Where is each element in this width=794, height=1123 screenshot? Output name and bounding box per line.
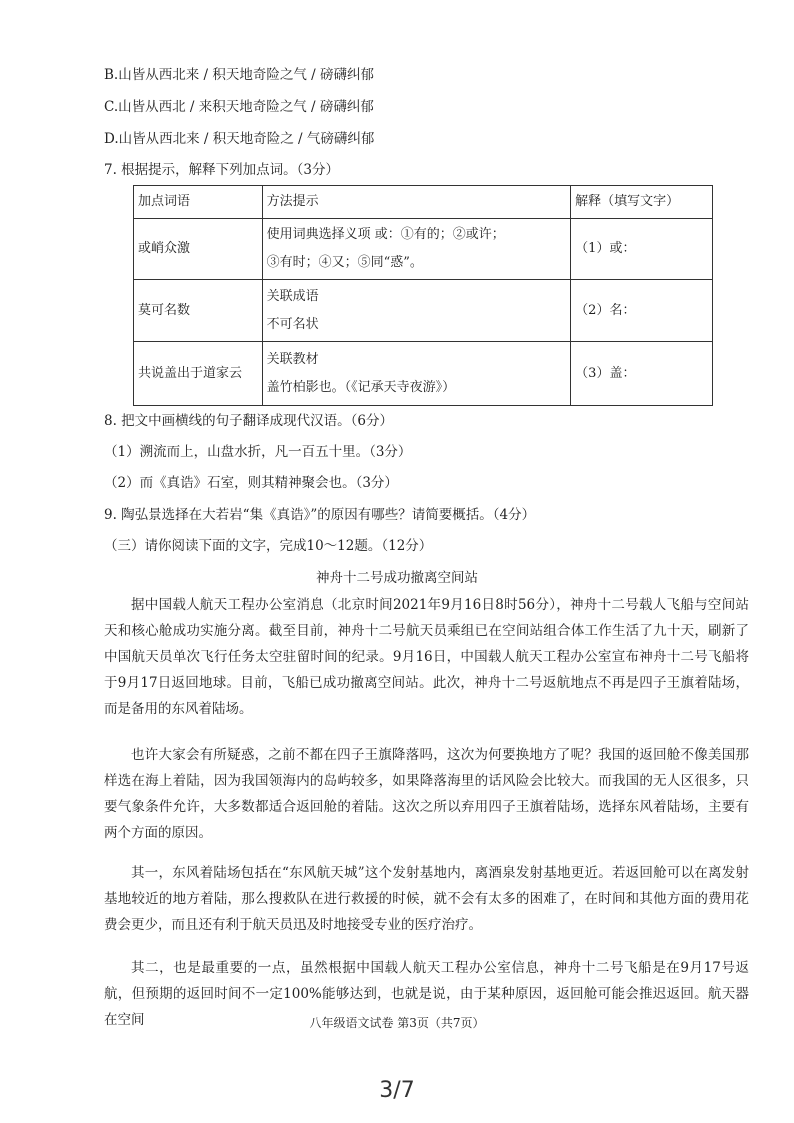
row-hint-line2: ③有时；④又；⑤同“惑”。 xyxy=(266,255,423,270)
row-hint-line1: 关联成语 xyxy=(266,288,319,304)
option-c: C.山皆从西北 / 来积天地奇险之气 / 磅礴纠郁 xyxy=(104,99,374,115)
row-answer: （1）或： xyxy=(571,219,713,280)
row-word: 共说盖出于道家云 xyxy=(134,342,263,406)
q7-table xyxy=(133,185,713,406)
header-hint: 方法提示 xyxy=(262,186,571,219)
header-answer: 解释（填写文字） xyxy=(571,186,713,219)
row-hint xyxy=(262,280,571,342)
article-title: 神舟十二号成功撤离空间站 xyxy=(316,570,478,586)
row-answer: （2）名： xyxy=(571,280,713,342)
row-hint-line1: 关联教材 xyxy=(266,351,319,367)
row-hint-line2: 不可名状 xyxy=(266,316,319,332)
q8-item1: （1）溯流而上，山盘水折，凡一百五十里。（3分） xyxy=(104,444,412,460)
article-paragraph-1: 据中国载人航天工程办公室消息（北京时间2021年9月16日8时56分），神舟十二号载人飞船与空间站天和核心舱成功实施分离。截至目前，神舟十二号航天员乘组已在空间站组合体工作生活了九十天，刷新了中国航天员单次飞行任务太空驻留时间的纪录。9月16日，中国载人航天工程办公室宣布神舟十二号飞船将于9月17日返回地球。目前，飞船已成功撤离空间站。此次，神舟十二号返航地点不再是四子王旗着陆场，而是备用的东风着陆场。 xyxy=(104,597,749,717)
article-paragraph-4: 其二，也是最重要的一点，虽然根据中国载人航天工程办公室信息，神舟十二号飞船是在9月17号返航，但预期的返回时间不一定100%能够达到，也就是说，由于某种原因，返回舱可能会推迟返回。航天器在空间 xyxy=(104,960,749,1028)
q8-prompt: 8. 把文中画横线的句子翻译成现代汉语。（6分） xyxy=(104,413,394,429)
page-indicator: 3/7 xyxy=(379,1078,415,1103)
header-word: 加点词语 xyxy=(134,186,263,219)
table-row xyxy=(134,342,713,406)
row-answer: （3）盖： xyxy=(571,342,713,406)
section3-prompt: （三）请你阅读下面的文字，完成10～12题。（12分） xyxy=(104,538,433,554)
option-d: D.山皆从西北来 / 积天地奇险之 / 气磅礴纠郁 xyxy=(104,131,375,147)
row-hint-line1: 使用词典选择义项 或：①有的；②或许； xyxy=(266,227,505,242)
table-row xyxy=(134,280,713,342)
row-word: 莫可名数 xyxy=(134,280,263,342)
q7-prompt: 7. 根据提示，解释下列加点词。（3分） xyxy=(104,162,340,178)
row-hint xyxy=(262,342,571,406)
page-footer: 八年级语文试卷 第3页（共7页） xyxy=(309,1016,485,1030)
table-row xyxy=(134,219,713,280)
row-hint xyxy=(262,219,571,280)
row-hint-line2: 盖竹柏影也。（《记承天寺夜游》） xyxy=(266,379,456,395)
table-header-row xyxy=(134,186,713,219)
q9-prompt: 9. 陶弘景选择在大若岩“集《真诰》”的原因有哪些？请简要概括。（4分） xyxy=(104,507,536,523)
q8-item2: （2）而《真诰》石室，则其精神聚会也。（3分） xyxy=(104,475,398,491)
article-paragraph-3: 其一，东风着陆场包括在“东风航天城”这个发射基地内，离酒泉发射基地更近。若返回舱可以在离发射基地较近的地方着陆，那么搜救队在进行救援的时候，就不会有太多的困难了，在时间和其他方面的费用花费会更少，而且还有利于航天员迅及时地接受专业的医疗治疗。 xyxy=(104,865,749,933)
option-b: B.山皆从西北来 / 积天地奇险之气 / 磅礴纠郁 xyxy=(104,67,374,83)
row-word: 或峭众激 xyxy=(134,219,263,280)
article-paragraph-2: 也许大家会有所疑惑，之前不都在四子王旗降落吗，这次为何要换地方了呢？我国的返回舱不像美国那样选在海上着陆，因为我国领海内的岛屿较多，如果降落海里的话风险会比较大。而我国的无人区很多，只要气象条件允许，大多数都适合返回舱的着陆。这次之所以弃用四子王旗着陆场，选择东风着陆场，主要有两个方面的原因。 xyxy=(104,747,749,841)
